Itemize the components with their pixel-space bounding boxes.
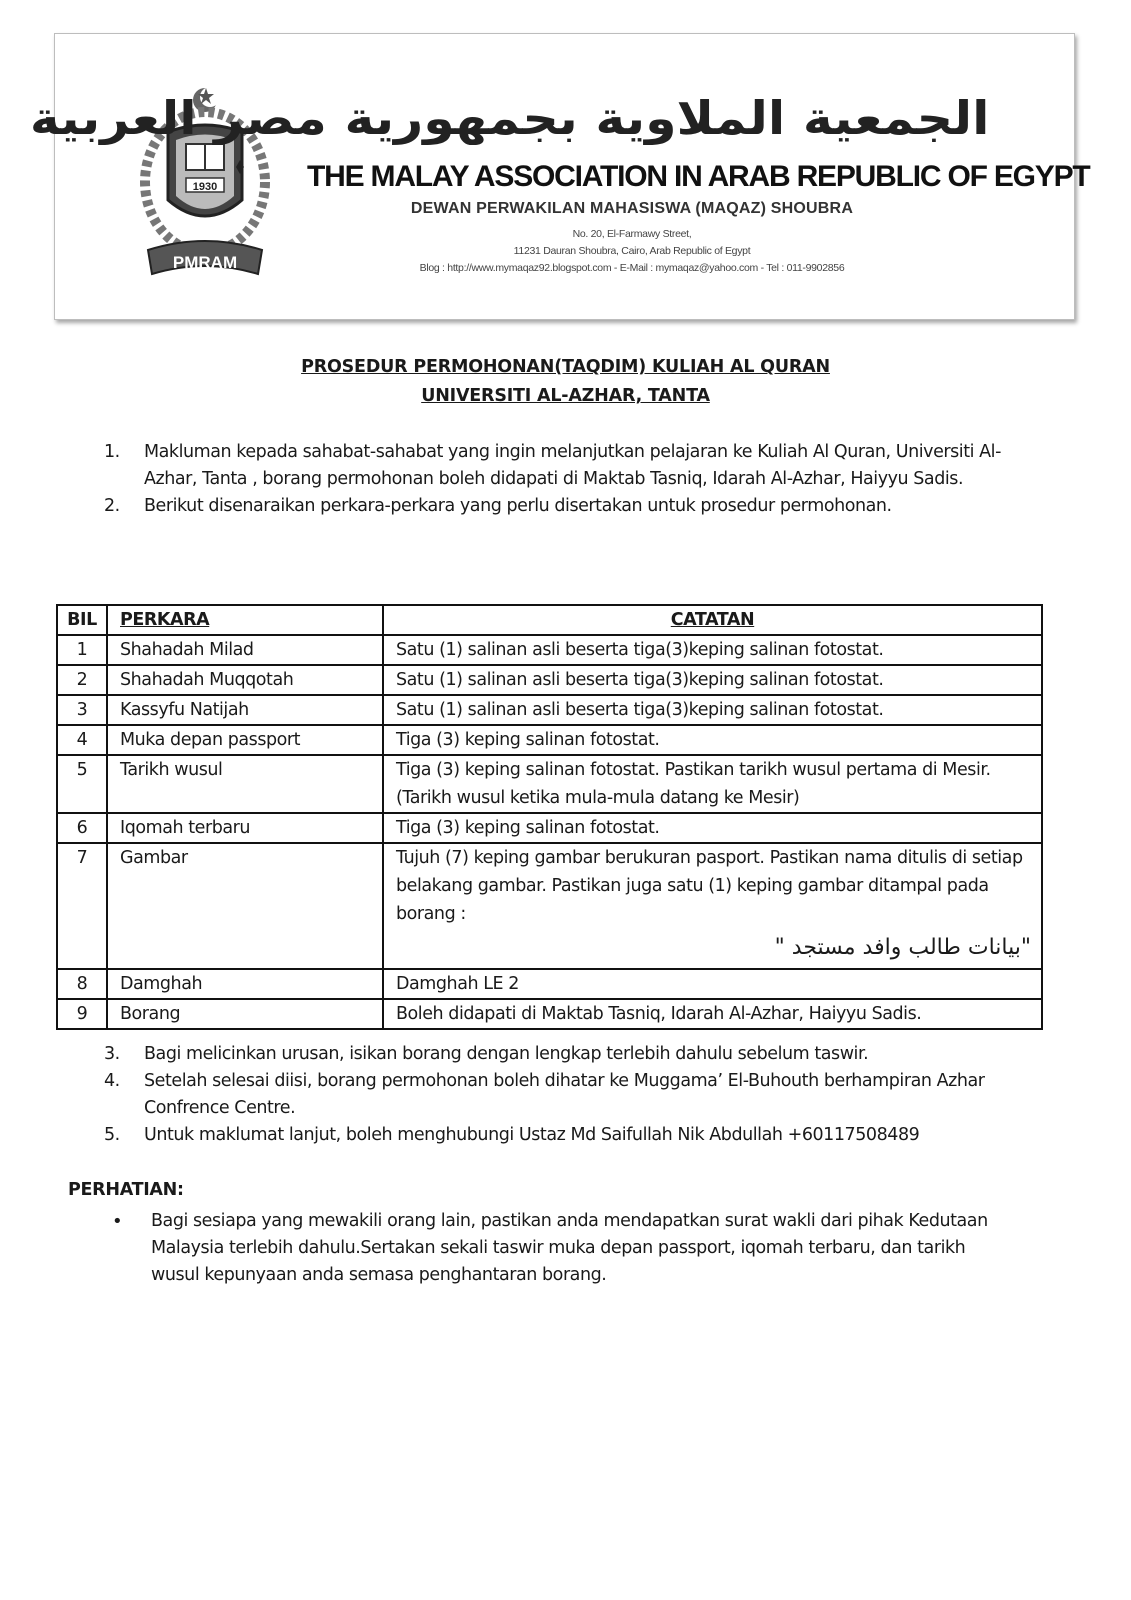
item-number: 1. bbox=[104, 442, 120, 462]
list-item bbox=[104, 1068, 1024, 1122]
table-row bbox=[57, 695, 1042, 725]
cell-bil: 2 bbox=[57, 665, 107, 695]
cell-catatan: Tiga (3) keping salinan fotostat. Pastikan tarikh wusul pertama di Mesir.(Tarikh wusul ketika mula-mula datang ke Mesir) bbox=[383, 755, 1042, 813]
cell-perkara: Iqomah terbaru bbox=[107, 813, 383, 843]
list-item bbox=[104, 439, 1024, 493]
list-item bbox=[104, 1122, 1024, 1149]
cell-perkara: Gambar bbox=[107, 843, 383, 969]
item-number: 2. bbox=[104, 496, 120, 516]
table-row bbox=[57, 843, 1042, 969]
followup-list bbox=[104, 1041, 1024, 1149]
cell-perkara: Tarikh wusul bbox=[107, 755, 383, 813]
table-row bbox=[57, 755, 1042, 813]
cell-perkara: Damghah bbox=[107, 969, 383, 999]
list-item bbox=[104, 493, 1024, 520]
item-number: 3. bbox=[104, 1044, 120, 1064]
table-row bbox=[57, 969, 1042, 999]
cell-catatan: Tiga (3) keping salinan fotostat. bbox=[383, 813, 1042, 843]
cell-catatan: Satu (1) salinan asli beserta tiga(3)keping salinan fotostat. bbox=[383, 695, 1042, 725]
cell-perkara: Muka depan passport bbox=[107, 725, 383, 755]
table-row bbox=[57, 813, 1042, 843]
document-subtitle: UNIVERSITI AL-AZHAR, TANTA bbox=[421, 386, 710, 406]
cell-bil: 6 bbox=[57, 813, 107, 843]
cell-perkara: Borang bbox=[107, 999, 383, 1029]
intro-list bbox=[104, 439, 1024, 520]
header-perkara: PERKARA bbox=[107, 605, 383, 635]
item-number: 4. bbox=[104, 1071, 120, 1091]
requirements-table bbox=[56, 604, 1043, 1030]
cell-catatan: Damghah LE 2 bbox=[383, 969, 1042, 999]
document-title: PROSEDUR PERMOHONAN(TAQDIM) KULIAH AL QURAN bbox=[301, 357, 830, 377]
cell-bil: 1 bbox=[57, 635, 107, 665]
cell-bil: 8 bbox=[57, 969, 107, 999]
item-number: 5. bbox=[104, 1125, 120, 1145]
address-line-2: 11231 Dauran Shoubra, Cairo, Arab Republic of Egypt bbox=[513, 245, 751, 257]
bullet-icon: • bbox=[112, 1211, 123, 1232]
cell-catatan: Satu (1) salinan asli beserta tiga(3)keping salinan fotostat. bbox=[383, 635, 1042, 665]
table-row bbox=[57, 665, 1042, 695]
table-row bbox=[57, 999, 1042, 1029]
header-bil: BIL bbox=[57, 605, 107, 635]
arabic-form-name: "بيانات طالب وافد مستجد " bbox=[774, 935, 1031, 960]
cell-catatan: Tiga (3) keping salinan fotostat. bbox=[383, 725, 1042, 755]
item-text: Setelah selesai diisi, borang permohonan boleh dihatar ke Muggama’ El-Buhouth berhampiran Azhar Confrence Centre. bbox=[144, 1071, 985, 1118]
letterhead bbox=[29, 33, 1090, 320]
arabic-org-name: الجمعية الملاوية بجمهورية مصر العربية bbox=[29, 91, 990, 145]
emblem-label: PMRAM bbox=[172, 253, 238, 272]
attention-note bbox=[112, 1208, 992, 1289]
header-catatan: CATATAN bbox=[383, 605, 1042, 635]
attention-title: PERHATIAN: bbox=[68, 1180, 184, 1200]
item-text: Makluman kepada sahabat-sahabat yang ingin melanjutkan pelajaran ke Kuliah Al Quran, Universiti Al-Azhar, Tanta , borang permohonan boleh didapati di Maktab Tasniq, Idarah Al-Azhar, Haiyyu Sadis. bbox=[144, 442, 1001, 489]
table-header-row bbox=[57, 605, 1042, 635]
cell-bil: 5 bbox=[57, 755, 107, 813]
cell-catatan-text: Tujuh (7) keping gambar berukuran pasport. Pastikan nama ditulis di setiap belakang gambar. Pastikan juga satu (1) keping gambar ditampal pada borang : bbox=[396, 848, 1023, 924]
cell-catatan: Satu (1) salinan asli beserta tiga(3)keping salinan fotostat. bbox=[383, 665, 1042, 695]
item-text: Berikut disenaraikan perkara-perkara yang perlu disertakan untuk prosedur permohonan. bbox=[144, 496, 892, 516]
item-text: Untuk maklumat lanjut, boleh menghubungi Ustaz Md Saifullah Nik Abdullah +60117508489 bbox=[144, 1125, 920, 1145]
table-row bbox=[57, 725, 1042, 755]
cell-catatan: Boleh didapati di Maktab Tasniq, Idarah Al-Azhar, Haiyyu Sadis. bbox=[383, 999, 1042, 1029]
table-row bbox=[57, 635, 1042, 665]
cell-perkara: Kassyfu Natijah bbox=[107, 695, 383, 725]
emblem-year: 1930 bbox=[192, 181, 218, 193]
item-text: Bagi melicinkan urusan, isikan borang dengan lengkap terlebih dahulu sebelum taswir. bbox=[144, 1044, 869, 1064]
cell-bil: 7 bbox=[57, 843, 107, 969]
letterhead-subtitle: DEWAN PERWAKILAN MAHASISWA (MAQAZ) SHOUBRA bbox=[410, 200, 854, 217]
cell-bil: 3 bbox=[57, 695, 107, 725]
attention-text: Bagi sesiapa yang mewakili orang lain, pastikan anda mendapatkan surat wakli dari pihak Kedutaan Malaysia terlebih dahulu.Sertakan sekali taswir muka depan passport, iqomah terbaru, dan tarikh wusul kepunyaan anda semasa penghantaran borang. bbox=[151, 1211, 988, 1285]
english-org-name: THE MALAY ASSOCIATION IN ARAB REPUBLIC OF EGYPT bbox=[307, 160, 1090, 193]
cell-perkara: Shahadah Milad bbox=[107, 635, 383, 665]
cell-bil: 4 bbox=[57, 725, 107, 755]
cell-bil: 9 bbox=[57, 999, 107, 1029]
cell-perkara: Shahadah Muqqotah bbox=[107, 665, 383, 695]
contact-line: Blog : http://www.mymaqaz92.blogspot.com - E-Mail : mymaqaz@yahoo.com - Tel : 011-9902856 bbox=[419, 262, 845, 274]
cell-catatan bbox=[383, 843, 1042, 969]
address-line-1: No. 20, El-Farmawy Street, bbox=[572, 228, 692, 240]
list-item bbox=[104, 1041, 1024, 1068]
